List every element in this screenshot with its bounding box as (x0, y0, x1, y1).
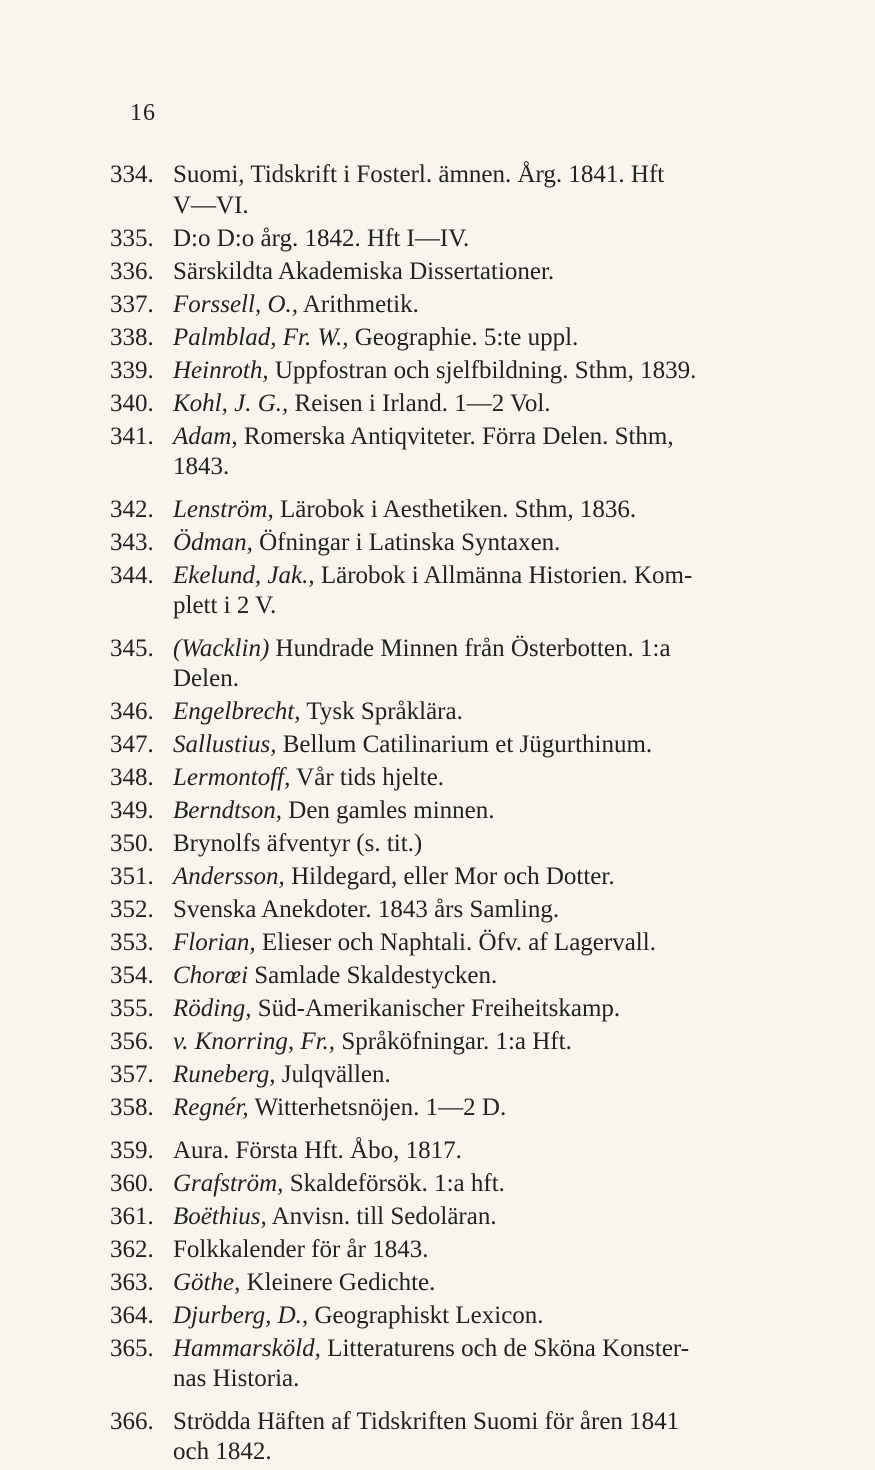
entry-author: Regnér, (173, 1094, 249, 1121)
entry-continuation: 1843. (173, 453, 230, 480)
catalogue-entry (110, 1301, 800, 1332)
entry-title: Samlade Skaldestycken. (248, 962, 498, 989)
entry-number: 337. (110, 290, 154, 318)
entry-title: Svenska Anekdoter. 1843 års Samling. (173, 896, 560, 923)
entry-number: 351. (110, 863, 154, 890)
catalogue-entry (110, 1407, 800, 1468)
entry-author: Djurberg, D., (173, 1301, 309, 1329)
catalogue-entry (110, 356, 800, 387)
entry-title: Reisen i Irland. 1—2 Vol. (288, 389, 551, 417)
entry-continuation: och 1842. (173, 1438, 272, 1465)
entry-body (173, 1169, 800, 1200)
entry-number: 346. (110, 698, 154, 725)
entry-number: 348. (110, 764, 154, 791)
entry-number: 335. (110, 224, 154, 252)
catalogue-entry (110, 1268, 800, 1299)
entry-author: Röding, (173, 995, 252, 1022)
catalogue-entry (110, 994, 800, 1025)
entry-title: Strödda Häften af Tidskriften Suomi för åren 1841 (173, 1407, 680, 1435)
catalogue-entry (110, 1334, 800, 1395)
entry-number: 340. (110, 389, 154, 417)
entry-title: Geographiskt Lexicon. (308, 1301, 544, 1329)
entry-body (173, 763, 800, 794)
catalogue-entry (110, 862, 800, 893)
entry-author: v. Knorring, Fr., (173, 1028, 336, 1055)
entry-title: Lärobok i Allmänna Historien. Kom- (314, 561, 693, 589)
entry-title: Uppfostran och sjelfbildning. Sthm, 1839. (268, 356, 697, 384)
entry-number: 349. (110, 797, 154, 824)
entry-title: Romerska Antiqviteter. Förra Delen. Sthm, (237, 422, 674, 450)
entry-number: 344. (110, 561, 154, 589)
entry-body (173, 1301, 800, 1332)
entry-number: 353. (110, 929, 154, 956)
entry-author: Lermontoff, (173, 764, 291, 791)
entry-title: Särskildta Akademiska Dissertationer. (173, 257, 555, 285)
entry-author: Forssell, O., (173, 290, 298, 318)
entry-body (173, 422, 800, 483)
entry-body (173, 1202, 800, 1233)
entry-number: 359. (110, 1136, 154, 1164)
entry-author: Ödman, (173, 528, 253, 556)
entry-author: Göthe, (173, 1268, 241, 1296)
entry-title: Elieser och Naphtali. Öfv. af Lagervall. (255, 929, 656, 956)
entry-body (173, 1027, 800, 1058)
catalogue-entry (110, 1136, 800, 1167)
catalogue-entries (110, 160, 800, 1470)
entry-continuation: nas Historia. (173, 1365, 300, 1392)
entry-body (173, 1060, 800, 1091)
entry-body (173, 1093, 800, 1124)
entry-author: Berndtson, (173, 797, 283, 824)
entry-title: Den gamles minnen. (282, 797, 495, 824)
entry-title: Süd-Amerikanischer Freiheitskamp. (251, 995, 621, 1022)
entry-author: Florian, (173, 929, 256, 956)
entry-author: Runeberg, (173, 1061, 276, 1088)
entry-body (173, 829, 800, 860)
entry-body (173, 389, 800, 420)
entry-title: Litteraturens och de Sköna Konster- (320, 1334, 690, 1362)
entry-continuation: Delen. (173, 665, 239, 692)
entry-number: 354. (110, 962, 154, 989)
entry-body (173, 928, 800, 959)
catalogue-entry (110, 796, 800, 827)
entry-body (173, 1334, 800, 1395)
entry-title: Hundrade Minnen från Österbotten. 1:a (269, 634, 671, 662)
entry-title: Brynolfs äfventyr (s. tit.) (173, 830, 423, 857)
entry-title: Suomi, Tidskrift i Fosterl. ämnen. Årg. 1841. Hft (173, 161, 665, 188)
entry-body (173, 697, 800, 728)
entry-number: 345. (110, 634, 154, 662)
entry-title: Julqvällen. (275, 1061, 391, 1088)
entry-continuation: V—VI. (173, 191, 249, 219)
entry-number: 334. (110, 161, 154, 188)
entry-number: 347. (110, 731, 154, 758)
catalogue-entry (110, 895, 800, 926)
entry-title: Witterhetsnöjen. 1—2 D. (248, 1094, 507, 1121)
entry-number: 355. (110, 995, 154, 1022)
catalogue-entry (110, 730, 800, 761)
catalogue-entry (110, 495, 800, 526)
entry-body (173, 356, 800, 387)
catalogue-entry (110, 224, 800, 255)
entry-body (173, 160, 800, 221)
entry-author: Engelbrecht, (173, 698, 301, 725)
entry-title: Hildegard, eller Mor och Dotter. (284, 863, 615, 890)
entry-number: 357. (110, 1061, 154, 1088)
entry-number: 364. (110, 1301, 154, 1329)
entry-title: Kleinere Gedichte. (240, 1268, 436, 1296)
entry-number: 341. (110, 422, 154, 450)
entry-title: D:o D:o årg. 1842. Hft I—IV. (173, 224, 470, 252)
catalogue-entry (110, 389, 800, 420)
entry-body (173, 224, 800, 255)
catalogue-entry (110, 561, 800, 622)
catalogue-entry (110, 763, 800, 794)
entry-title: Öfningar i Latinska Syntaxen. (252, 528, 561, 556)
entry-author: Boëthius, (173, 1202, 267, 1230)
catalogue-entry (110, 928, 800, 959)
entry-body (173, 495, 800, 526)
entry-continuation: plett i 2 V. (173, 592, 277, 619)
catalogue-entry (110, 160, 800, 221)
entry-body (173, 257, 800, 288)
entry-author: Palmblad, Fr. W., (173, 323, 349, 351)
entry-author: Lenström, (173, 495, 274, 523)
entry-author: Chorœi (173, 962, 249, 989)
entry-number: 365. (110, 1334, 154, 1362)
entry-number: 352. (110, 896, 154, 923)
entry-author: Sallustius, (173, 731, 277, 758)
catalogue-entry (110, 422, 800, 483)
entry-number: 361. (110, 1202, 154, 1230)
entry-author: Grafström, (173, 1169, 284, 1197)
entry-title: Bellum Catilinarium et Jügurthinum. (276, 731, 653, 758)
entry-title: Lärobok i Aesthetiken. Sthm, 1836. (273, 495, 637, 523)
entry-title: Arithmetik. (298, 290, 419, 318)
entry-number: 338. (110, 323, 154, 351)
entry-author: Hammarsköld, (173, 1334, 321, 1362)
entry-author: Ekelund, Jak., (173, 561, 315, 589)
entry-body (173, 862, 800, 893)
entry-body (173, 1407, 800, 1468)
entry-body (173, 1136, 800, 1167)
entry-title: Språköfningar. 1:a Hft. (335, 1028, 572, 1055)
catalogue-entry (110, 323, 800, 354)
entry-title: Skaldeförsök. 1:a hft. (283, 1169, 505, 1197)
entry-author: Heinroth, (173, 356, 269, 384)
entry-author: (Wacklin) (173, 634, 270, 662)
entry-title: Anvisn. till Sedoläran. (266, 1202, 497, 1230)
entry-body (173, 561, 800, 622)
entry-title: Folkkalender för år 1843. (173, 1235, 429, 1263)
entry-number: 363. (110, 1268, 154, 1296)
catalogue-entry (110, 829, 800, 860)
entry-title: Tysk Språklära. (300, 698, 463, 725)
entry-number: 342. (110, 495, 154, 523)
entry-number: 358. (110, 1094, 154, 1121)
catalogue-entry (110, 961, 800, 992)
catalogue-entry (110, 1202, 800, 1233)
entry-body (173, 1235, 800, 1266)
catalogue-entry (110, 1093, 800, 1124)
entry-body (173, 1268, 800, 1299)
catalogue-entry (110, 290, 800, 321)
entry-number: 350. (110, 830, 154, 857)
entry-title: Aura. Första Hft. Åbo, 1817. (173, 1136, 462, 1164)
entry-body (173, 961, 800, 992)
entry-number: 343. (110, 528, 154, 556)
entry-body (173, 730, 800, 761)
entry-number: 366. (110, 1407, 154, 1435)
entry-number: 339. (110, 356, 154, 384)
catalogue-entry (110, 634, 800, 695)
catalogue-entry (110, 1235, 800, 1266)
entry-body (173, 528, 800, 559)
catalogue-entry (110, 1060, 800, 1091)
entry-number: 362. (110, 1235, 154, 1263)
entry-body (173, 634, 800, 695)
catalogue-entry (110, 528, 800, 559)
entry-author: Kohl, J. G., (173, 389, 289, 417)
entry-title: Vår tids hjelte. (290, 764, 445, 791)
catalogue-entry (110, 1169, 800, 1200)
entry-author: Adam, (173, 422, 238, 450)
entry-title: Geographie. 5:te uppl. (348, 323, 579, 351)
catalogue-entry (110, 697, 800, 728)
entry-body (173, 323, 800, 354)
entry-body (173, 796, 800, 827)
page-number: 16 (130, 100, 156, 126)
entry-number: 356. (110, 1028, 154, 1055)
entry-body (173, 290, 800, 321)
entry-body (173, 994, 800, 1025)
entry-body (173, 895, 800, 926)
entry-number: 336. (110, 257, 154, 285)
catalogue-entry (110, 257, 800, 288)
entry-author: Andersson, (173, 863, 285, 890)
catalogue-entry (110, 1027, 800, 1058)
entry-number: 360. (110, 1169, 154, 1197)
